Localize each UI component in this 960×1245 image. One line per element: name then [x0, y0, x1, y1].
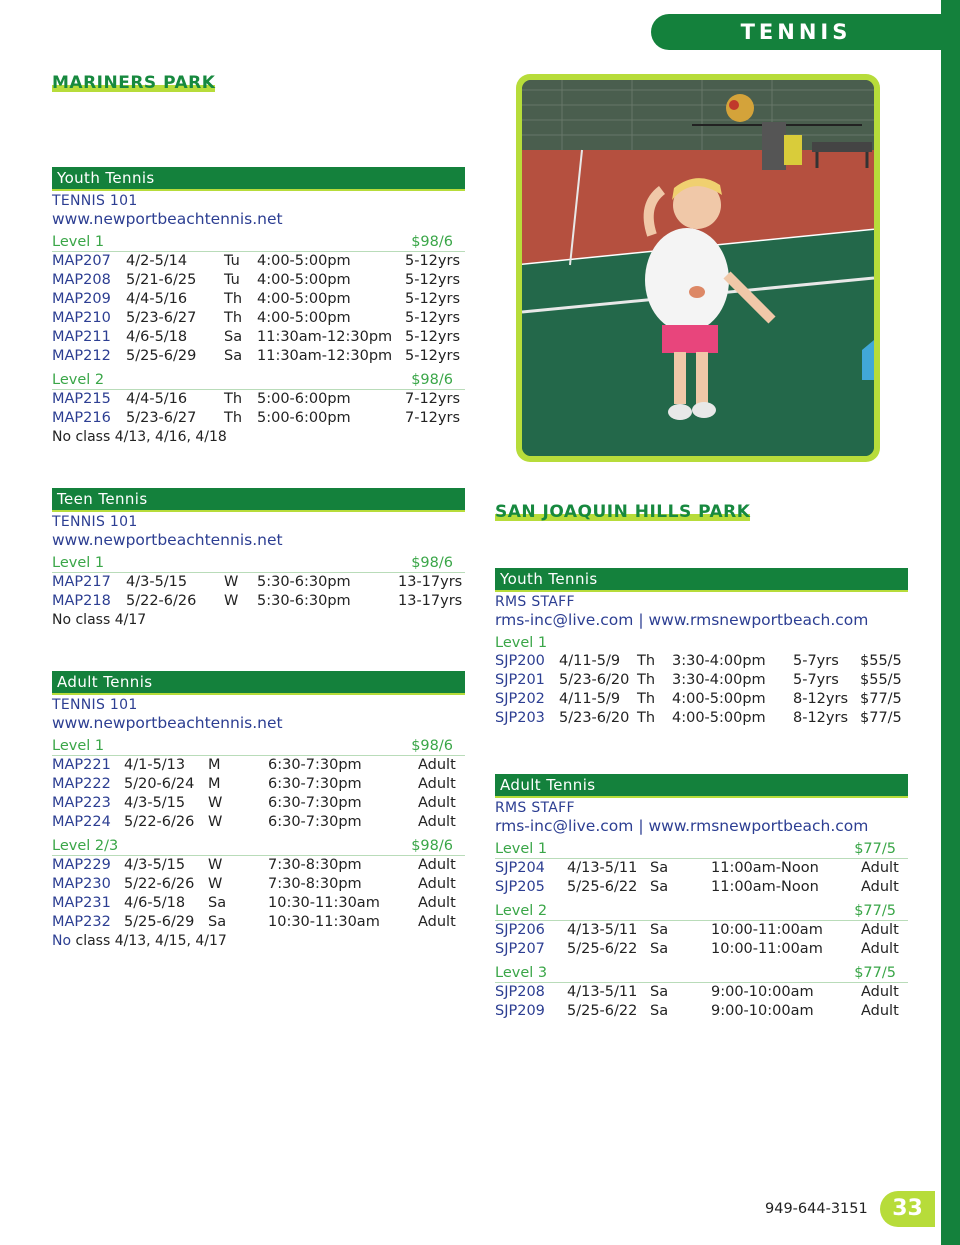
note-rest: class 4/13, 4/15, 4/17 — [71, 933, 227, 949]
class-time: 9:00-10:00am — [711, 1003, 814, 1019]
class-row — [52, 592, 465, 611]
class-row — [52, 347, 465, 366]
class-time: 5:30-6:30pm — [257, 574, 351, 590]
class-ages: 7-12yrs — [405, 391, 461, 407]
class-code: MAP232 — [52, 914, 111, 930]
class-ages: Adult — [418, 814, 456, 830]
class-time: 3:30-4:00pm — [672, 672, 766, 688]
website-link[interactable]: www.rmsnewportbeach.com — [648, 611, 869, 629]
class-row — [495, 1002, 908, 1021]
class-code: MAP209 — [52, 291, 111, 307]
class-code: MAP210 — [52, 310, 111, 326]
level-price: $98/6 — [411, 372, 453, 388]
class-time: 3:30-4:00pm — [672, 653, 766, 669]
class-ages: 5-12yrs — [405, 329, 461, 345]
class-day: W — [208, 876, 223, 892]
park-title-text: SAN JOAQUIN HILLS PARK — [495, 502, 751, 522]
class-code: SJP203 — [495, 710, 545, 726]
level-label: Level 1 — [495, 635, 548, 651]
class-code: MAP224 — [52, 814, 111, 830]
class-ages: Adult — [861, 984, 899, 1000]
note-prefix: No — [52, 933, 72, 949]
class-day: W — [224, 593, 239, 609]
class-day: W — [208, 814, 223, 830]
class-ages: Adult — [861, 1003, 899, 1019]
class-row — [52, 328, 465, 347]
class-ages: Adult — [418, 857, 456, 873]
class-row — [52, 309, 465, 328]
class-dates: 5/23-6/20 — [559, 710, 630, 726]
class-row — [52, 856, 465, 875]
right-edge-bar — [941, 0, 960, 1245]
class-day: Th — [224, 310, 243, 326]
class-code: MAP208 — [52, 272, 111, 288]
class-day: Th — [637, 710, 656, 726]
class-code: SJP200 — [495, 653, 545, 669]
class-row — [52, 252, 465, 271]
level-header — [495, 840, 908, 859]
level-label: Level 1 — [52, 555, 105, 571]
class-row — [495, 690, 908, 709]
class-time: 4:00-5:00pm — [672, 691, 766, 707]
class-dates: 4/6-5/18 — [124, 895, 186, 911]
class-day: Sa — [208, 914, 227, 930]
website-link[interactable]: www.newportbeachtennis.net — [52, 531, 283, 549]
class-time: 9:00-10:00am — [711, 984, 814, 1000]
class-price: $77/5 — [860, 710, 902, 726]
class-code: MAP211 — [52, 329, 111, 345]
class-row — [52, 913, 465, 932]
class-row — [495, 709, 908, 728]
class-row — [52, 813, 465, 832]
level-label: Level 2 — [495, 903, 548, 919]
class-time: 6:30-7:30pm — [268, 757, 362, 773]
class-dates: 5/21-6/25 — [126, 272, 197, 288]
class-dates: 5/23-6/27 — [126, 310, 197, 326]
class-day: Sa — [650, 941, 669, 957]
instructor: RMS STAFF — [495, 594, 575, 610]
class-time: 5:00-6:00pm — [257, 410, 351, 426]
website-link[interactable]: www.newportbeachtennis.net — [52, 210, 283, 228]
class-code: SJP201 — [495, 672, 545, 688]
page-number: 33 — [880, 1191, 935, 1227]
class-code: MAP215 — [52, 391, 111, 407]
class-row — [52, 390, 465, 409]
website-link[interactable]: www.rmsnewportbeach.com — [648, 817, 869, 835]
class-dates: 5/20-6/24 — [124, 776, 195, 792]
class-price: $55/5 — [860, 653, 902, 669]
level-header — [495, 634, 908, 652]
class-ages: Adult — [861, 860, 899, 876]
contact-line — [495, 611, 908, 629]
class-row — [52, 271, 465, 290]
class-dates: 4/13-5/11 — [567, 860, 638, 876]
level-price: $77/5 — [854, 903, 896, 919]
park-title-mariners — [52, 73, 215, 93]
website-link[interactable]: www.newportbeachtennis.net — [52, 714, 283, 732]
class-ages: 7-12yrs — [405, 410, 461, 426]
class-code: MAP212 — [52, 348, 111, 364]
class-day: Th — [637, 691, 656, 707]
section-heading: Adult Tennis — [52, 671, 465, 693]
level-header — [495, 964, 908, 983]
class-dates: 4/2-5/14 — [126, 253, 188, 269]
class-code: SJP207 — [495, 941, 545, 957]
level-label: Level 1 — [52, 738, 105, 754]
class-row — [495, 652, 908, 671]
level-price: $98/6 — [411, 555, 453, 571]
park-title-text: MARINERS PARK — [52, 73, 216, 93]
instructor: RMS STAFF — [495, 800, 575, 816]
class-dates: 5/22-6/26 — [126, 593, 197, 609]
class-day: Sa — [650, 984, 669, 1000]
class-day: Th — [637, 653, 656, 669]
class-time: 11:00am-Noon — [711, 879, 819, 895]
class-day: Th — [224, 391, 243, 407]
class-day: Th — [224, 291, 243, 307]
class-code: MAP222 — [52, 776, 111, 792]
class-time: 11:30am-12:30pm — [257, 329, 393, 345]
instructor: TENNIS 101 — [52, 514, 138, 530]
tennis-photo — [522, 80, 874, 456]
class-dates: 5/22-6/26 — [124, 814, 195, 830]
class-row — [52, 290, 465, 309]
class-dates: 4/11-5/9 — [559, 653, 621, 669]
separator: | — [638, 611, 644, 629]
level-label: Level 1 — [495, 841, 548, 857]
class-code: MAP216 — [52, 410, 111, 426]
class-time: 4:00-5:00pm — [257, 272, 351, 288]
class-dates: 4/6-5/18 — [126, 329, 188, 345]
level-header — [52, 554, 465, 573]
class-ages: Adult — [418, 757, 456, 773]
class-row — [495, 940, 908, 959]
class-ages: 8-12yrs — [793, 691, 849, 707]
class-dates: 5/22-6/26 — [124, 876, 195, 892]
class-row — [495, 859, 908, 878]
no-class-note: No class 4/13, 4/16, 4/18 — [52, 429, 227, 445]
level-label: Level 2 — [52, 372, 105, 388]
email-link[interactable]: rms-inc@live.com — [495, 611, 634, 629]
class-day: Sa — [224, 329, 243, 345]
class-ages: Adult — [861, 922, 899, 938]
class-code: MAP207 — [52, 253, 111, 269]
level-price: $98/6 — [411, 738, 453, 754]
class-code: SJP208 — [495, 984, 545, 1000]
class-time: 5:30-6:30pm — [257, 593, 351, 609]
mariners-adult-tennis — [52, 671, 465, 951]
sanjoaquin-adult-tennis — [495, 774, 908, 1021]
class-code: SJP202 — [495, 691, 545, 707]
no-class-note: No class 4/17 — [52, 612, 147, 628]
class-ages: 8-12yrs — [793, 710, 849, 726]
class-row — [495, 878, 908, 897]
class-time: 4:00-5:00pm — [257, 253, 351, 269]
class-dates: 5/25-6/29 — [124, 914, 195, 930]
section-heading: Teen Tennis — [52, 488, 465, 510]
class-list — [52, 252, 465, 366]
class-code: SJP205 — [495, 879, 545, 895]
class-day: Sa — [650, 879, 669, 895]
class-ages: Adult — [861, 879, 899, 895]
class-day: Sa — [650, 922, 669, 938]
class-ages: Adult — [418, 914, 456, 930]
class-row — [52, 573, 465, 592]
class-day: M — [208, 757, 221, 773]
class-time: 10:00-11:00am — [711, 922, 823, 938]
class-day: Th — [224, 410, 243, 426]
class-code: MAP230 — [52, 876, 111, 892]
class-ages: 5-7yrs — [793, 653, 839, 669]
class-row — [52, 409, 465, 428]
class-ages: Adult — [861, 941, 899, 957]
class-row — [52, 894, 465, 913]
class-day: Sa — [650, 1003, 669, 1019]
class-dates: 4/4-5/16 — [126, 291, 188, 307]
class-time: 10:30-11:30am — [268, 914, 380, 930]
section-heading: Youth Tennis — [52, 167, 465, 189]
class-code: SJP206 — [495, 922, 545, 938]
class-day: Th — [637, 672, 656, 688]
class-dates: 5/23-6/20 — [559, 672, 630, 688]
class-ages: 5-7yrs — [793, 672, 839, 688]
level-label: Level 2/3 — [52, 838, 119, 854]
class-ages: Adult — [418, 795, 456, 811]
class-code: MAP218 — [52, 593, 111, 609]
class-ages: 5-12yrs — [405, 310, 461, 326]
instructor: TENNIS 101 — [52, 193, 138, 209]
class-ages: 5-12yrs — [405, 291, 461, 307]
class-time: 6:30-7:30pm — [268, 776, 362, 792]
level-header — [52, 371, 465, 390]
section-heading: Adult Tennis — [495, 774, 908, 796]
level-label: Level 1 — [52, 234, 105, 250]
class-dates: 5/23-6/27 — [126, 410, 197, 426]
sanjoaquin-youth-tennis — [495, 568, 908, 728]
class-ages: Adult — [418, 776, 456, 792]
level-price: $77/5 — [854, 965, 896, 981]
mariners-teen-tennis — [52, 488, 465, 630]
no-class-note — [52, 932, 465, 951]
photo-frame — [516, 74, 880, 462]
class-row — [52, 775, 465, 794]
class-day: Tu — [224, 253, 240, 269]
class-dates: 4/3-5/15 — [124, 857, 186, 873]
class-day: Sa — [650, 860, 669, 876]
class-row — [52, 794, 465, 813]
class-ages: Adult — [418, 876, 456, 892]
class-time: 10:30-11:30am — [268, 895, 380, 911]
class-code: MAP223 — [52, 795, 111, 811]
footer-phone: 949-644-3151 — [765, 1201, 868, 1217]
class-dates: 5/25-6/22 — [567, 879, 638, 895]
class-day: M — [208, 776, 221, 792]
class-dates: 4/13-5/11 — [567, 922, 638, 938]
class-ages: 13-17yrs — [398, 593, 463, 609]
class-code: SJP204 — [495, 860, 545, 876]
class-time: 4:00-5:00pm — [672, 710, 766, 726]
class-time: 7:30-8:30pm — [268, 857, 362, 873]
class-dates: 4/3-5/15 — [124, 795, 186, 811]
class-price: $55/5 — [860, 672, 902, 688]
level-label: Level 3 — [495, 965, 548, 981]
class-row — [495, 983, 908, 1002]
class-day: W — [208, 795, 223, 811]
class-ages: 5-12yrs — [405, 272, 461, 288]
class-day: Sa — [224, 348, 243, 364]
class-dates: 5/25-6/22 — [567, 941, 638, 957]
class-dates: 4/11-5/9 — [559, 691, 621, 707]
class-dates: 5/25-6/29 — [126, 348, 197, 364]
class-time: 11:30am-12:30pm — [257, 348, 393, 364]
class-code: SJP209 — [495, 1003, 545, 1019]
class-time: 4:00-5:00pm — [257, 291, 351, 307]
class-time: 10:00-11:00am — [711, 941, 823, 957]
level-header — [495, 902, 908, 921]
class-code: MAP231 — [52, 895, 111, 911]
park-title-san-joaquin — [495, 502, 750, 522]
class-ages: 5-12yrs — [405, 253, 461, 269]
level-price: $98/6 — [411, 838, 453, 854]
class-ages: 13-17yrs — [398, 574, 463, 590]
class-code: MAP221 — [52, 757, 111, 773]
class-time: 5:00-6:00pm — [257, 391, 351, 407]
class-time: 6:30-7:30pm — [268, 814, 362, 830]
class-day: W — [208, 857, 223, 873]
class-time: 7:30-8:30pm — [268, 876, 362, 892]
level-header — [52, 837, 465, 856]
class-ages: 5-12yrs — [405, 348, 461, 364]
section-tab-label: TENNIS — [740, 20, 852, 44]
email-link[interactable]: rms-inc@live.com — [495, 817, 634, 835]
class-day: Sa — [208, 895, 227, 911]
class-row — [495, 921, 908, 940]
class-dates: 5/25-6/22 — [567, 1003, 638, 1019]
class-price: $77/5 — [860, 691, 902, 707]
girl-playing-tennis-illustration — [522, 80, 874, 456]
level-price: $98/6 — [411, 234, 453, 250]
instructor: TENNIS 101 — [52, 697, 138, 713]
class-dates: 4/1-5/13 — [124, 757, 186, 773]
class-code: MAP217 — [52, 574, 111, 590]
class-row — [52, 875, 465, 894]
section-tab — [651, 14, 951, 50]
class-dates: 4/3-5/15 — [126, 574, 188, 590]
section-heading: Youth Tennis — [495, 568, 908, 590]
class-dates: 4/4-5/16 — [126, 391, 188, 407]
class-day: Tu — [224, 272, 240, 288]
level-header — [52, 737, 465, 756]
level-header — [52, 233, 465, 252]
class-dates: 4/13-5/11 — [567, 984, 638, 1000]
level-price: $77/5 — [854, 841, 896, 857]
contact-line — [495, 817, 908, 835]
class-row — [495, 671, 908, 690]
class-code: MAP229 — [52, 857, 111, 873]
class-time: 11:00am-Noon — [711, 860, 819, 876]
class-ages: Adult — [418, 895, 456, 911]
class-time: 6:30-7:30pm — [268, 795, 362, 811]
mariners-youth-tennis — [52, 167, 465, 447]
class-day: W — [224, 574, 239, 590]
separator: | — [638, 817, 644, 835]
class-row — [52, 756, 465, 775]
class-time: 4:00-5:00pm — [257, 310, 351, 326]
